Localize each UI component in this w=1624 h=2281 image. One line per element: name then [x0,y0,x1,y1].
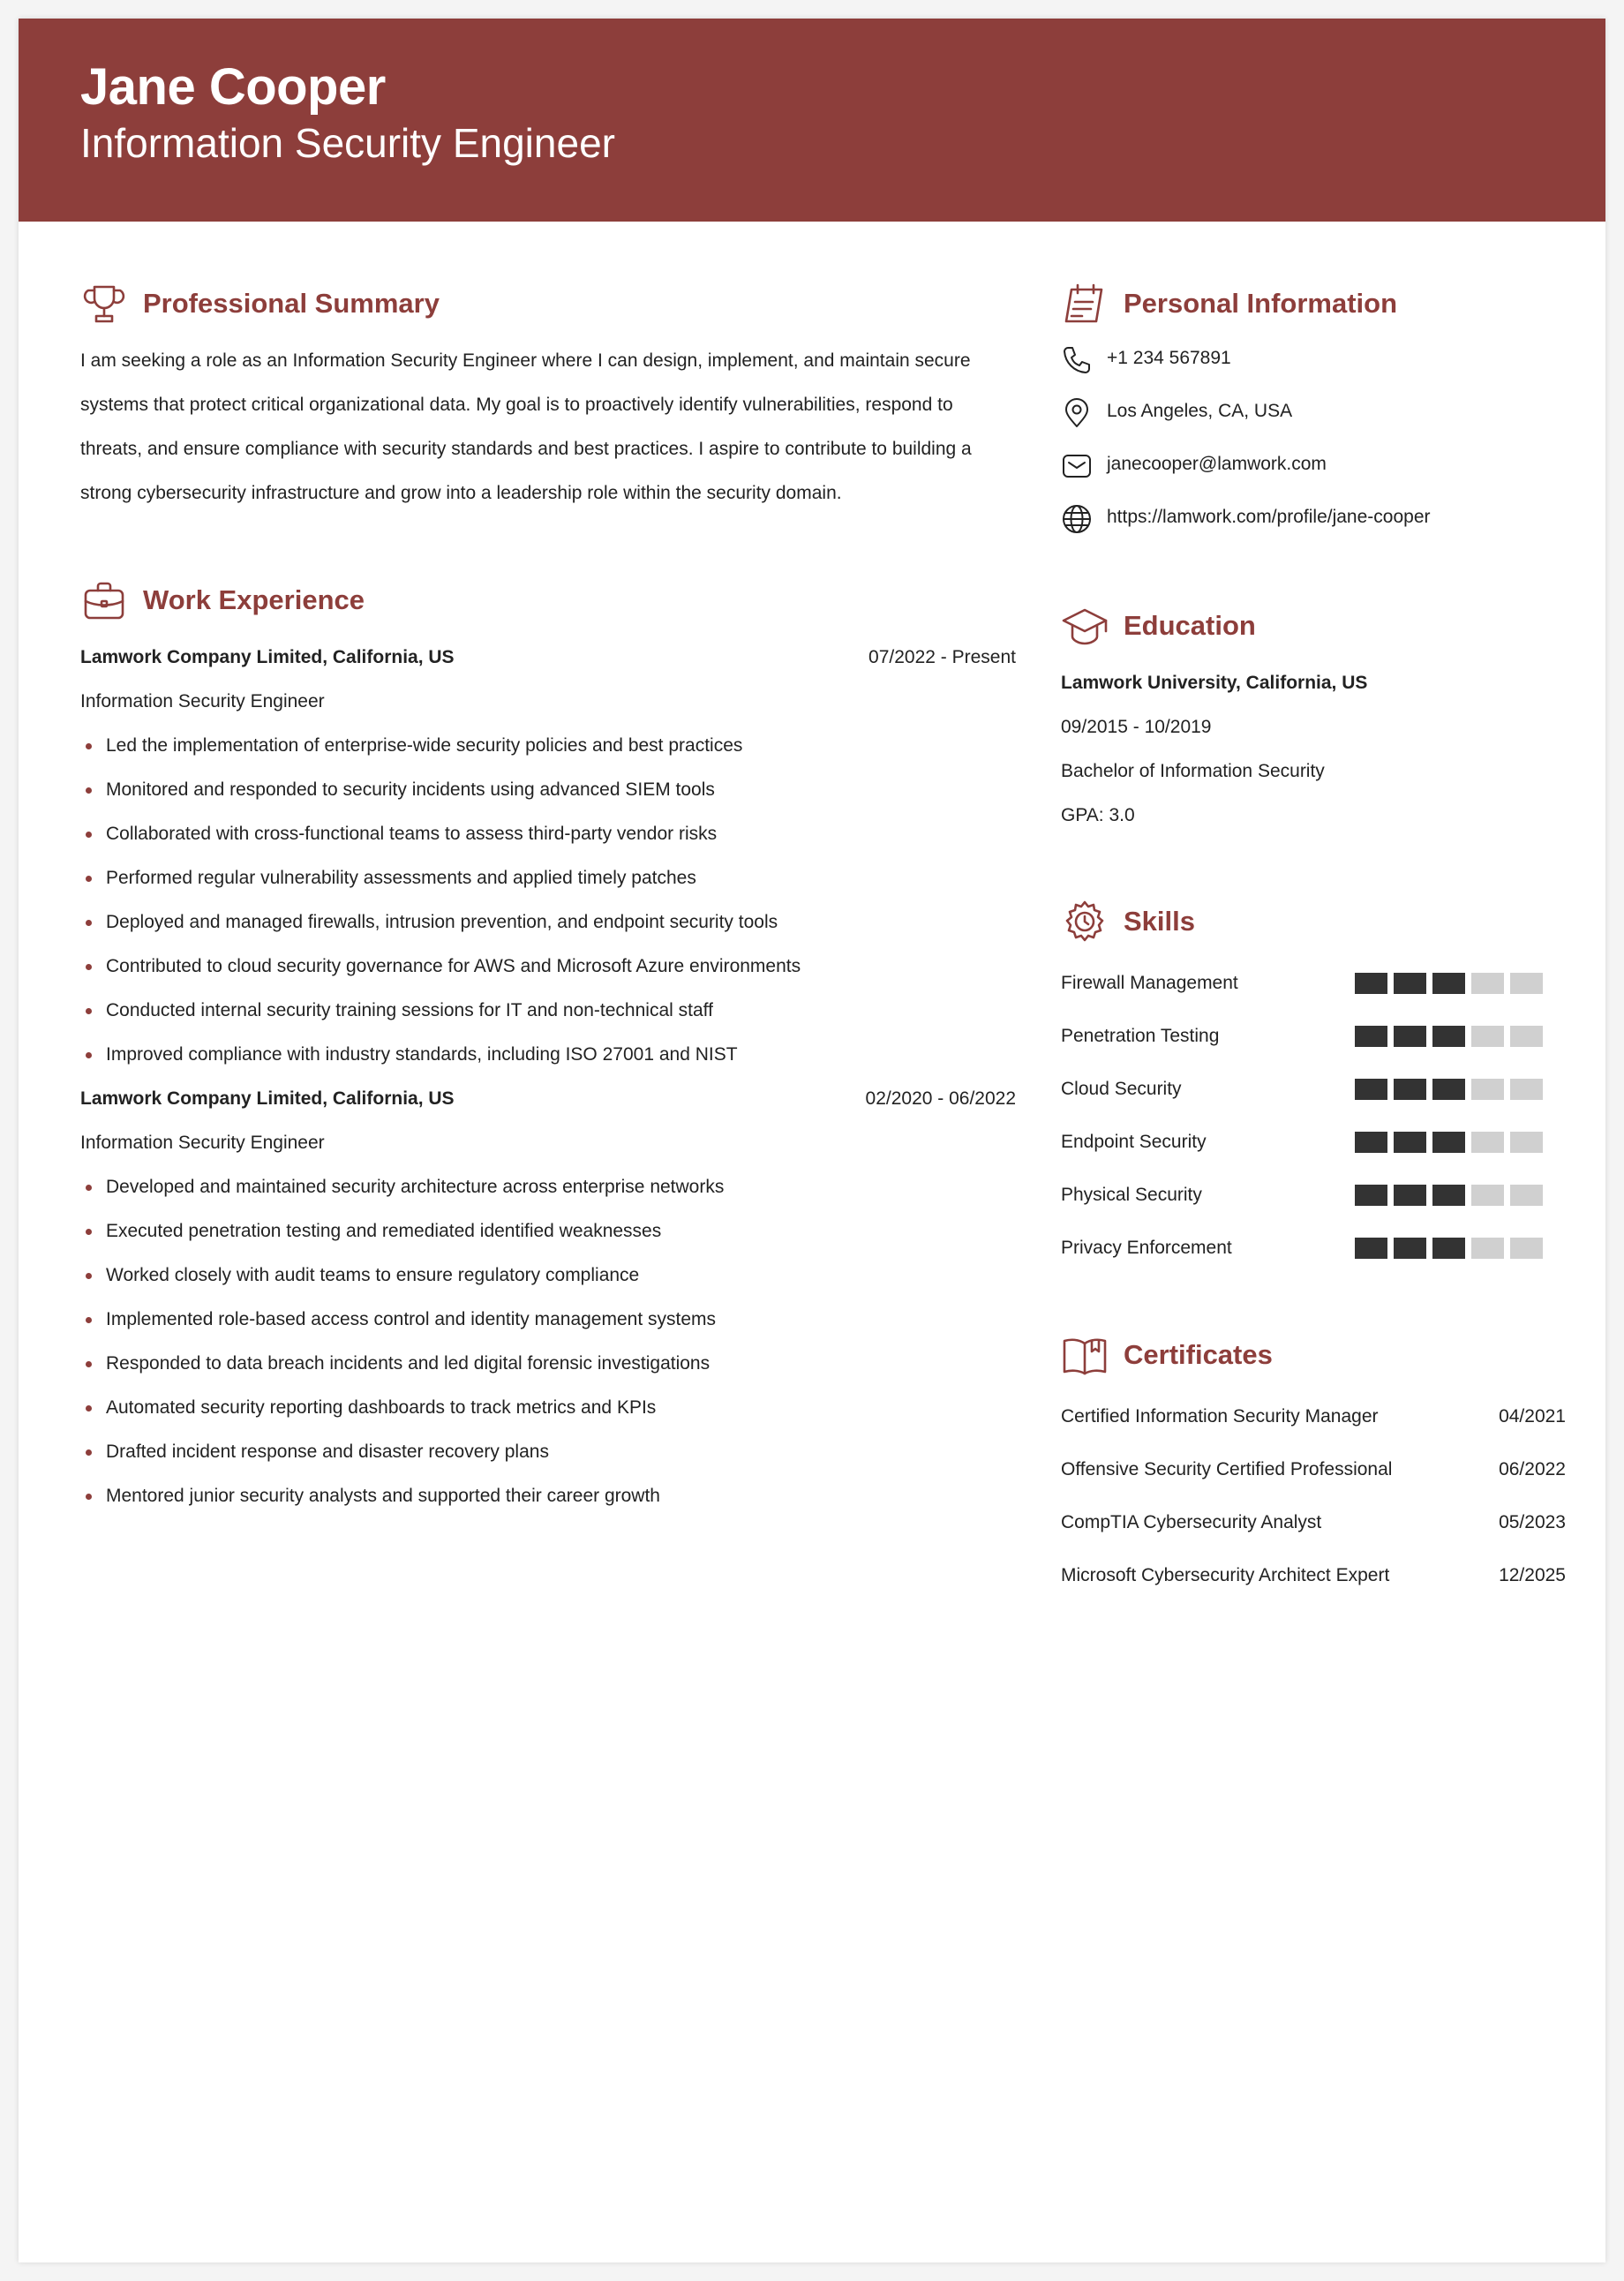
skill-segment-filled [1394,1185,1426,1206]
skill-row [1061,957,1566,1010]
skill-name: Physical Security [1061,1185,1202,1205]
job-bullet: Improved compliance with industry standards, including ISO 27001 and NIST [80,1033,1016,1077]
job-bullet: Monitored and responded to security incidents using advanced SIEM tools [80,768,1016,812]
job-bullet: Drafted incident response and disaster recovery plans [80,1430,1016,1474]
skill-segment-empty [1471,1132,1504,1153]
skill-segment-filled [1432,1026,1465,1047]
skill-row [1061,1222,1566,1275]
skill-segment-filled [1432,1185,1465,1206]
certificate-row [1061,1390,1566,1443]
education-dates: 09/2015 - 10/2019 [1061,717,1212,737]
summary-heading [80,279,1016,332]
skill-name: Penetration Testing [1061,1026,1220,1046]
certificate-name: Microsoft Cybersecurity Architect Expert [1061,1565,1390,1585]
education-title: Education [1124,610,1256,641]
certificate-row [1061,1443,1566,1496]
phone-text: +1 234 567891 [1107,348,1231,368]
job-bullet: Responded to data breach incidents and led digital forensic investigations [80,1342,1016,1386]
briefcase-icon [80,577,128,625]
certificate-date: 06/2022 [1499,1459,1566,1479]
trophy-icon [80,281,128,328]
personal-info-title: Personal Information [1124,288,1398,319]
certificates-heading [1061,1330,1566,1383]
location-text: Los Angeles, CA, USA [1107,401,1293,421]
skill-segment-filled [1394,1132,1426,1153]
skill-segment-filled [1355,1238,1387,1259]
job-bullet: Led the implementation of enterprise-wide security policies and best practices [80,724,1016,768]
personal-info-heading [1061,279,1566,332]
skill-segment-empty [1510,1238,1543,1259]
skill-segment-filled [1355,1079,1387,1100]
personal-info-section [1061,279,1566,544]
skill-segment-filled [1394,1238,1426,1259]
education-section [1061,601,1566,838]
experience-title: Work Experience [143,584,365,615]
skill-segment-empty [1510,973,1543,994]
experience-heading [80,576,1016,629]
skill-segment-filled [1432,1238,1465,1259]
summary-section [80,279,1016,516]
job-role: Information Security Engineer [80,1133,325,1153]
job-bullet: Automated security reporting dashboards to track metrics and KPIs [80,1386,1016,1430]
skill-segment-empty [1471,1238,1504,1259]
job-bullet: Collaborated with cross-functional teams to assess third-party vendor risks [80,812,1016,856]
skill-segment-empty [1510,1132,1543,1153]
contact-website [1061,491,1566,544]
job-entry [80,636,1016,1077]
phone-icon [1061,344,1093,376]
email-text[interactable]: janecooper@lamwork.com [1107,454,1327,474]
job-dates: 02/2020 - 06/2022 [865,1088,1016,1109]
skill-name: Privacy Enforcement [1061,1238,1232,1258]
skill-name: Cloud Security [1061,1079,1182,1099]
gear-clock-icon [1061,899,1109,946]
education-entry [1061,661,1566,838]
skill-segment-filled [1394,1026,1426,1047]
job-bullet: Mentored junior security analysts and supported their career growth [80,1474,1016,1518]
skill-row [1061,1116,1566,1169]
skill-name: Firewall Management [1061,973,1238,993]
id-card-icon [1061,281,1109,328]
summary-title: Professional Summary [143,288,440,319]
job-company: Lamwork Company Limited, California, US [80,1088,455,1109]
mail-icon [1061,450,1093,482]
skill-row [1061,1169,1566,1222]
book-icon [1061,1332,1109,1380]
certificate-row [1061,1496,1566,1549]
job-bullet: Contributed to cloud security governance for AWS and Microsoft Azure environments [80,945,1016,989]
skill-segment-filled [1394,973,1426,994]
certificate-name: Offensive Security Certified Professional [1061,1459,1393,1479]
candidate-title: Information Security Engineer [80,120,615,166]
website-link[interactable]: https://lamwork.com/profile/jane-cooper [1107,507,1431,527]
certificate-date: 04/2021 [1499,1406,1566,1427]
skill-segment-filled [1394,1079,1426,1100]
graduation-cap-icon [1061,603,1109,651]
summary-text: I am seeking a role as an Information Security Engineer where I can design, implement, and maintain secure systems that protect critical organizational data. My goal is to proactively identify vulnerabilities, respond to threats, and ensure compliance with security standards and best practices. I aspire to contribute to building a strong cybersecurity infrastructure and grow into a leadership role within the security domain. [80,350,972,503]
skills-heading [1061,897,1566,950]
certificates-section [1061,1330,1566,1602]
certificate-row [1061,1549,1566,1602]
job-bullets [80,724,1016,1077]
job-bullet: Executed penetration testing and remediated identified weaknesses [80,1209,1016,1253]
skill-row [1061,1010,1566,1063]
certificate-name: Certified Information Security Manager [1061,1406,1379,1427]
education-school: Lamwork University, California, US [1061,673,1368,693]
skill-segment-filled [1355,973,1387,994]
skill-segment-empty [1471,1079,1504,1100]
skill-segment-empty [1471,1185,1504,1206]
skill-segment-filled [1432,973,1465,994]
job-list [80,636,1016,1518]
resume-header [19,19,1605,222]
contact-phone [1061,332,1566,385]
experience-section [80,576,1016,1518]
skill-name: Endpoint Security [1061,1132,1207,1152]
skills-section [1061,897,1566,1275]
job-bullet: Conducted internal security training sessions for IT and non-technical staff [80,989,1016,1033]
skill-segment-empty [1510,1079,1543,1100]
contact-location [1061,385,1566,438]
globe-icon [1061,503,1093,535]
skill-segment-empty [1471,973,1504,994]
skill-segment-empty [1471,1026,1504,1047]
skill-segment-filled [1432,1079,1465,1100]
location-pin-icon [1061,397,1093,429]
job-entry [80,1077,1016,1518]
job-bullet: Performed regular vulnerability assessments and applied timely patches [80,856,1016,900]
job-bullets [80,1165,1016,1518]
certificates-title: Certificates [1124,1339,1273,1370]
contact-email [1061,438,1566,491]
certificate-date: 05/2023 [1499,1512,1566,1532]
job-company: Lamwork Company Limited, California, US [80,647,455,667]
job-dates: 07/2022 - Present [868,647,1016,667]
skill-row [1061,1063,1566,1116]
skills-list [1061,957,1566,1275]
job-bullet: Worked closely with audit teams to ensure regulatory compliance [80,1253,1016,1298]
certificate-name: CompTIA Cybersecurity Analyst [1061,1512,1322,1532]
resume-page [19,19,1605,2262]
skill-segment-empty [1510,1185,1543,1206]
skill-segment-filled [1355,1185,1387,1206]
job-bullet: Implemented role-based access control and identity management systems [80,1298,1016,1342]
job-bullet: Deployed and managed firewalls, intrusion prevention, and endpoint security tools [80,900,1016,945]
candidate-name: Jane Cooper [80,58,386,116]
skill-segment-filled [1355,1026,1387,1047]
certificate-date: 12/2025 [1499,1565,1566,1585]
education-degree: Bachelor of Information Security [1061,761,1325,781]
skill-segment-filled [1355,1132,1387,1153]
certificates-list [1061,1390,1566,1602]
contact-list [1061,332,1566,544]
education-heading [1061,601,1566,654]
education-gpa: GPA: 3.0 [1061,805,1135,825]
skills-title: Skills [1124,906,1195,937]
job-bullet: Developed and maintained security architecture across enterprise networks [80,1165,1016,1209]
skill-segment-filled [1432,1132,1465,1153]
skill-segment-empty [1510,1026,1543,1047]
job-role: Information Security Engineer [80,691,325,711]
